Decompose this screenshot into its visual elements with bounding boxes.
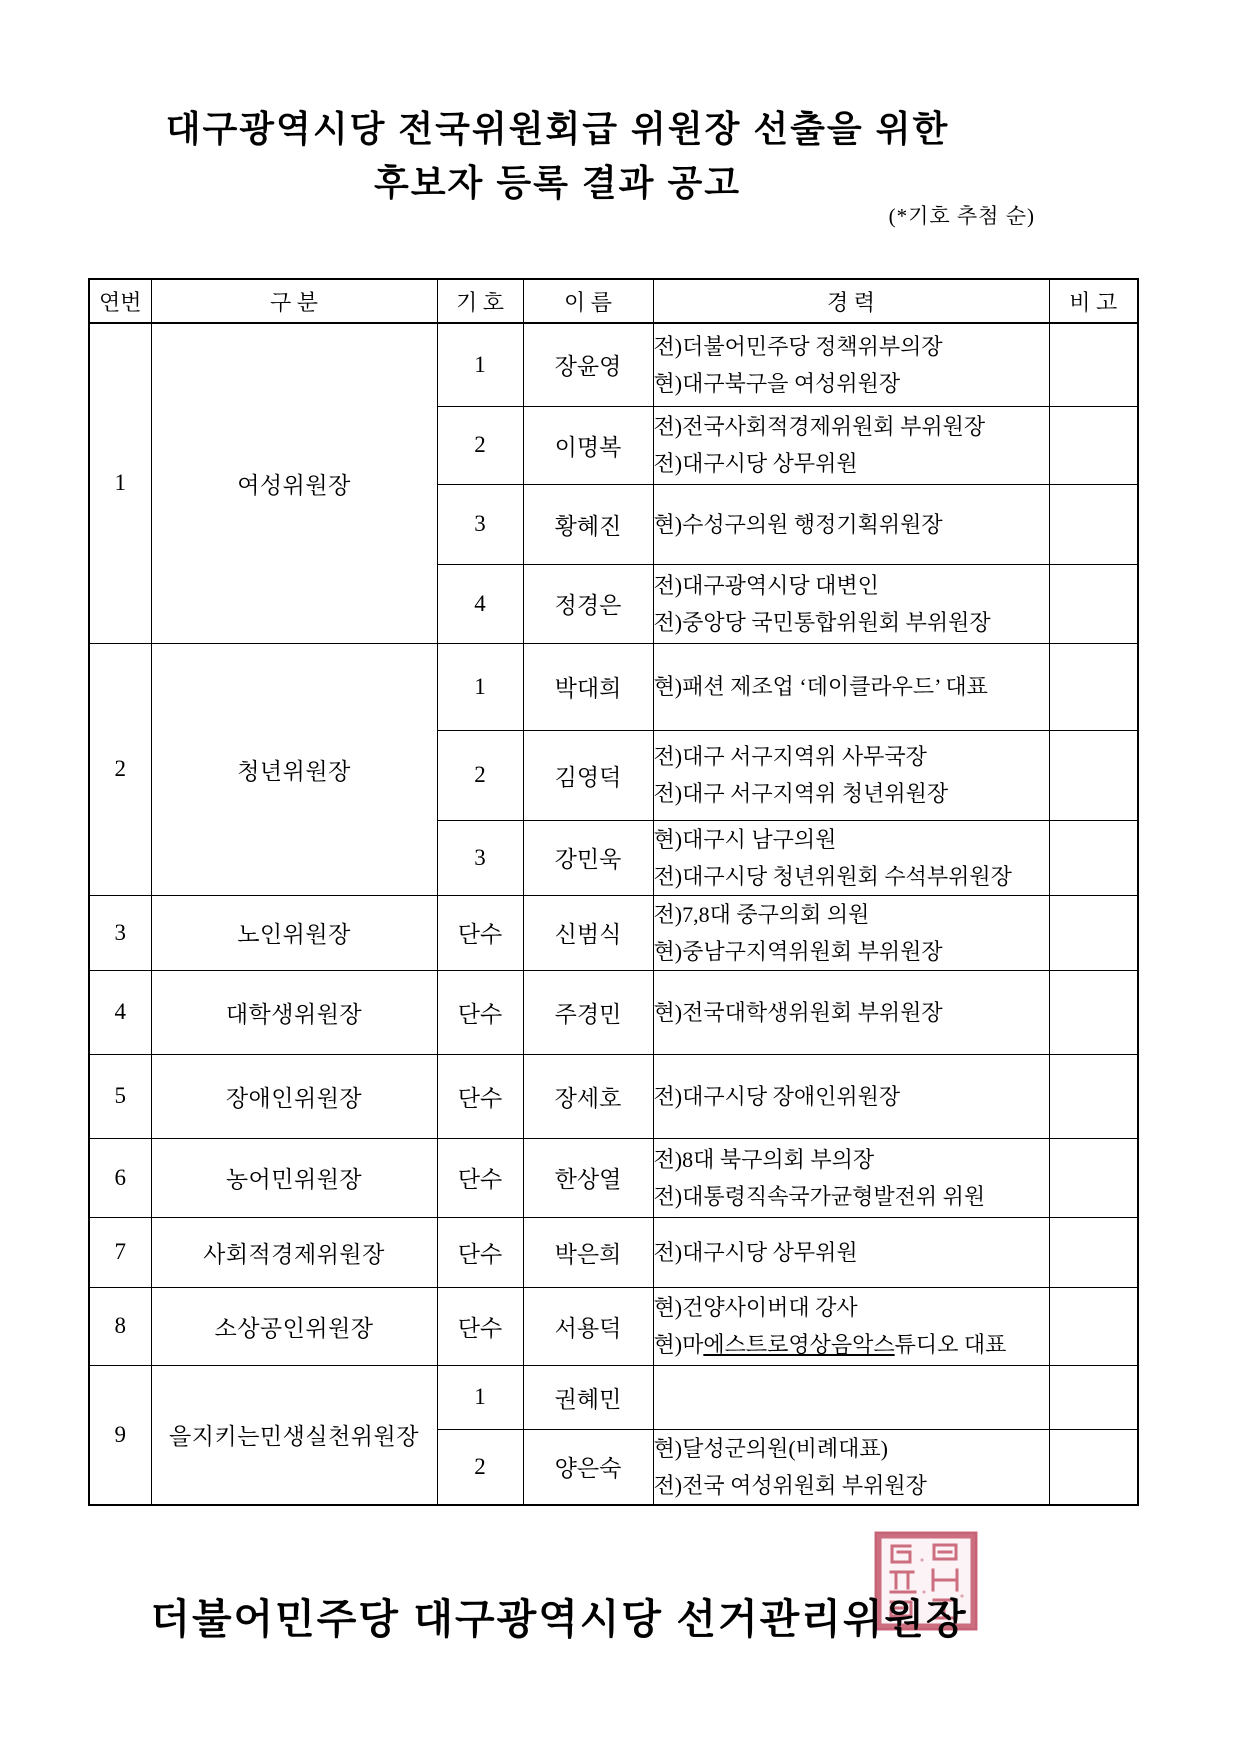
cell-candidate-name: 서용덕 [523,1287,653,1365]
cell-category: 노인위원장 [151,895,437,970]
career-line: 현)수성구의원 행정기획위원장 [653,511,943,537]
career-line: 전)대구 서구지역위 청년위원장 [653,781,949,806]
cell-career [653,1429,1049,1505]
cell-category: 농어민위원장 [151,1138,437,1217]
table-row [89,643,1138,730]
career-line: 현)마에스트로영상음악스튜디오 대표 [653,1332,1007,1357]
title-line-2: 후보자 등록 결과 공고 [374,162,741,203]
career-line: 전)대구시당 상무위원 [653,1239,858,1265]
symbol-draw-note: (*기호 추첨 순) [888,204,1035,228]
career-line: 현)패션 제조업 ‘데이클라우드’ 대표 [653,674,988,699]
cell-remark [1049,820,1138,895]
table-row [89,1054,1138,1138]
career-line: 전)대구시당 상무위원 [653,451,858,476]
cell-symbol-number: 단수 [437,1217,523,1287]
cell-candidate-name: 박은희 [523,1217,653,1287]
candidate-registration-table [88,278,1139,1506]
column-header: 기 호 [437,279,523,323]
career-line: 전)7,8대 중구의회 의원 [653,901,870,927]
cell-career [653,1217,1049,1287]
column-header: 연번 [89,279,151,323]
cell-candidate-name: 신범식 [523,895,653,970]
cell-career [653,406,1049,484]
page-title [0,102,1115,210]
cell-remark [1049,564,1138,643]
table-row [89,323,1138,406]
cell-remark [1049,406,1138,484]
cell-symbol-number: 단수 [437,895,523,970]
cell-category: 장애인위원장 [151,1054,437,1138]
career-line: 현)대구시 남구의원 [653,826,837,852]
cell-candidate-name: 장세호 [523,1054,653,1138]
cell-career [653,730,1049,820]
cell-symbol-number: 2 [437,730,523,820]
cell-candidate-name: 박대희 [523,643,653,730]
career-line: 전)대구시당 장애인위원장 [653,1083,901,1109]
cell-remark [1049,730,1138,820]
table-row [89,1138,1138,1217]
career-line: 전)대구 서구지역위 사무국장 [653,744,927,769]
signature-line: 더불어민주당 대구광역시당 선거관리위원장 [150,1596,968,1642]
column-header: 구 분 [151,279,437,323]
table-row [89,970,1138,1054]
cell-serial-no: 2 [89,643,151,895]
cell-serial-no: 1 [89,323,151,643]
cell-category: 청년위원장 [151,643,437,895]
cell-serial-no: 7 [89,1217,151,1287]
cell-category: 사회적경제위원장 [151,1217,437,1287]
career-line: 현)중남구지역위원회 부위원장 [653,938,943,964]
career-line: 전)전국사회적경제위원회 부위원장 [653,414,986,439]
cell-remark [1049,1138,1138,1217]
cell-symbol-number: 1 [437,1365,523,1429]
cell-category: 을지키는민생실천위원장 [151,1365,437,1505]
cell-career [653,564,1049,643]
career-line: 현)대구북구을 여성위원장 [653,370,901,396]
career-line: 전)전국 여성위원회 부위원장 [653,1472,927,1498]
career-line: 전)더불어민주당 정책위부의장 [653,333,943,359]
cell-remark [1049,895,1138,970]
cell-career [653,820,1049,895]
cell-candidate-name: 주경민 [523,970,653,1054]
career-line: 현)달성군의원(비례대표) [653,1435,888,1461]
column-header: 이 름 [523,279,653,323]
cell-candidate-name: 강민욱 [523,820,653,895]
cell-remark [1049,484,1138,564]
table-row [89,1287,1138,1365]
cell-symbol-number: 단수 [437,1054,523,1138]
cell-candidate-name: 권혜민 [523,1365,653,1429]
cell-symbol-number: 2 [437,406,523,484]
cell-symbol-number: 1 [437,643,523,730]
cell-category: 여성위원장 [151,323,437,643]
cell-career [653,1054,1049,1138]
cell-remark [1049,1054,1138,1138]
cell-career [653,1287,1049,1365]
cell-remark [1049,970,1138,1054]
cell-career [653,1365,1049,1429]
cell-remark [1049,1217,1138,1287]
career-line: 현)건양사이버대 강사 [653,1295,858,1320]
career-line: 전)대구광역시당 대변인 [653,572,879,598]
cell-serial-no: 5 [89,1054,151,1138]
career-line: 전)중앙당 국민통합위원회 부위원장 [653,609,991,635]
column-header: 경 력 [653,279,1049,323]
cell-symbol-number: 1 [437,323,523,406]
cell-candidate-name: 한상열 [523,1138,653,1217]
column-header: 비 고 [1049,279,1138,323]
cell-candidate-name: 황혜진 [523,484,653,564]
career-line: 전)8대 북구의회 부의장 [653,1146,875,1172]
cell-candidate-name: 이명복 [523,406,653,484]
cell-remark [1049,1365,1138,1429]
cell-serial-no: 9 [89,1365,151,1505]
cell-symbol-number: 3 [437,484,523,564]
title-line-1: 대구광역시당 전국위원회급 위원장 선출을 위한 [165,108,950,149]
cell-candidate-name: 김영덕 [523,730,653,820]
career-line: 전)대통령직속국가균형발전위 위원 [653,1183,986,1209]
cell-remark [1049,1287,1138,1365]
table-row [89,895,1138,970]
table-row [89,1365,1138,1429]
cell-career [653,895,1049,970]
cell-career [653,1138,1049,1217]
cell-career [653,323,1049,406]
cell-category: 대학생위원장 [151,970,437,1054]
cell-symbol-number: 단수 [437,970,523,1054]
cell-candidate-name: 양은숙 [523,1429,653,1505]
cell-symbol-number: 2 [437,1429,523,1505]
cell-career [653,970,1049,1054]
cell-remark [1049,1429,1138,1505]
cell-serial-no: 3 [89,895,151,970]
cell-symbol-number: 3 [437,820,523,895]
cell-remark [1049,323,1138,406]
cell-remark [1049,643,1138,730]
cell-career [653,484,1049,564]
cell-symbol-number: 단수 [437,1287,523,1365]
cell-serial-no: 4 [89,970,151,1054]
cell-symbol-number: 4 [437,564,523,643]
cell-category: 소상공인위원장 [151,1287,437,1365]
cell-candidate-name: 장윤영 [523,323,653,406]
table-header-row [89,279,1138,323]
cell-serial-no: 8 [89,1287,151,1365]
cell-career [653,643,1049,730]
table-row [89,1217,1138,1287]
cell-candidate-name: 정경은 [523,564,653,643]
career-line: 현)전국대학생위원회 부위원장 [653,999,943,1025]
cell-serial-no: 6 [89,1138,151,1217]
cell-symbol-number: 단수 [437,1138,523,1217]
career-line: 전)대구시당 청년위원회 수석부위원장 [653,863,1012,889]
